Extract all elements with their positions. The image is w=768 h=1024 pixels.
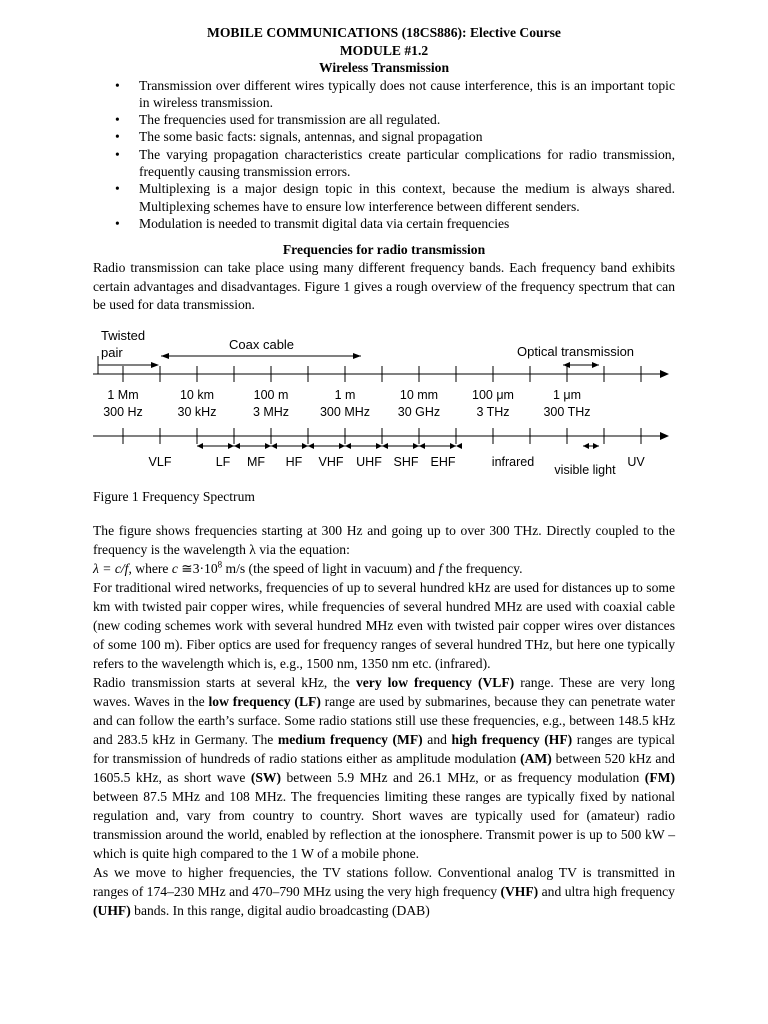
band-label: UHF bbox=[356, 455, 382, 470]
band-label: UV bbox=[627, 455, 645, 470]
text-run: As we move to higher frequencies, the TV stations follow. Conventional analog TV is transmitted in ranges of 174–230 MHz and 470–790 MHz using the very high frequency bbox=[93, 864, 675, 899]
bullet-item: • The some basic facts: signals, antennas, and signal propagation bbox=[93, 128, 675, 145]
band-label: infrared bbox=[491, 455, 535, 470]
paragraph-tv bbox=[93, 863, 675, 920]
coax-label: Coax cable bbox=[229, 337, 295, 353]
term-hf: high frequency (HF) bbox=[451, 731, 573, 747]
eq-end: the frequency. bbox=[442, 560, 523, 576]
frequency-label: 30 kHz bbox=[177, 405, 217, 420]
bullet-item: • The frequencies used for transmission are all regulated. bbox=[93, 111, 675, 128]
band-label: SHF bbox=[393, 455, 419, 470]
band-label: MF bbox=[246, 455, 266, 470]
module-title: MODULE #1.2 bbox=[339, 42, 429, 58]
text-run: and bbox=[422, 731, 452, 747]
term-mf: medium frequency (MF) bbox=[277, 731, 423, 747]
paragraph-vlf bbox=[93, 673, 675, 863]
band-label: VLF bbox=[148, 455, 172, 470]
section-intro: Radio transmission can take place using many different frequency bands. Each frequency band exhibits certain advantages and disadvantages. Figure 1 gives a rough overview of the frequency spectrum that can be used for data transmission. bbox=[93, 260, 675, 313]
term-uhf: (UHF) bbox=[93, 902, 131, 918]
wavelength-label: 10 mm bbox=[399, 388, 439, 403]
optical-arrowhead-right bbox=[592, 362, 599, 368]
eq-f: f bbox=[438, 560, 443, 576]
paragraph: For traditional wired networks, frequencies of up to several hundred kHz are used for distances up to some km with twisted pair copper wires, while frequencies of several hundred MHz are used with coaxial cable (new coding schemes work with several hundred MHz even with twisted pair copper wires over distances of some 100 m). Fiber optics are used for frequency ranges of several hundred THz, but here one typically refers to the wavelength which is, e.g., 1500 nm, 1350 nm etc. (infrared). bbox=[93, 579, 675, 671]
twisted-label-2: pair bbox=[101, 345, 123, 361]
twisted-arrowhead bbox=[151, 362, 159, 368]
document-page bbox=[93, 24, 675, 920]
wavelength-label: 1 Mm bbox=[107, 388, 139, 403]
optical-label: Optical transmission bbox=[517, 344, 635, 360]
frequency-label: 3 MHz bbox=[252, 405, 290, 420]
term-am: (AM) bbox=[520, 750, 552, 766]
band-label: VHF bbox=[318, 455, 344, 470]
band-label: LF bbox=[215, 455, 231, 470]
frequency-label: 3 THz bbox=[476, 405, 510, 420]
twisted-label-1: Twisted bbox=[101, 328, 146, 344]
eq-where: , where bbox=[128, 560, 172, 576]
text-run: range are used by submarines, because they can penetrate water and can follow the earth’s surface. Some radio stations still use these frequencies, e.g., between 148.5 kHz and 283.5 kHz in Germany. The bbox=[93, 693, 675, 747]
bullet-item: • Transmission over different wires typically does not cause interference, this is an important topic in wireless transmission. bbox=[93, 77, 675, 112]
term-vlf: very low frequency (VLF) bbox=[355, 674, 515, 690]
text-run: between 5.9 MHz and 26.1 MHz, or as frequency modulation bbox=[281, 769, 645, 785]
scale-labels bbox=[103, 388, 590, 419]
text-run: between 520 kHz and 1605.5 kHz, as short wave bbox=[93, 750, 675, 785]
wavelength-label: 10 km bbox=[179, 388, 215, 403]
visible-arrowhead-right bbox=[593, 443, 599, 449]
wavelength-label: 1 μm bbox=[552, 388, 582, 403]
eq-rest: m/s (the speed of light in vacuum) and bbox=[222, 560, 439, 576]
frequency-label: 300 THz bbox=[543, 405, 591, 420]
bullet-item: • The varying propagation characteristics create particular complications for radio transmission, frequently causing transmission errors. bbox=[93, 146, 675, 181]
term-fm: (FM) bbox=[644, 769, 675, 785]
band-labels bbox=[149, 455, 646, 477]
bullet-item: • Modulation is needed to transmit digital data via certain frequencies bbox=[93, 215, 675, 232]
wavelength-label: 1 m bbox=[334, 388, 356, 403]
body-text bbox=[93, 521, 675, 920]
visible-arrowhead-left bbox=[583, 443, 589, 449]
frequency-label: 30 GHz bbox=[397, 405, 441, 420]
text-run: between 87.5 MHz and 108 MHz. The frequencies limiting these ranges are typically fixed by national regulation and, vary from country to country. Short waves are typically used for (amateur) radio transmission around the world, enabled by reflection at the ionosphere. Transmit power is up to 500 kW –which is quite high compared to the 1 W of a mobile phone. bbox=[93, 788, 675, 861]
term-vhf: (VHF) bbox=[500, 883, 539, 899]
wavelength-label: 100 μm bbox=[472, 388, 514, 403]
term-lf: low frequency (LF) bbox=[208, 693, 321, 709]
band-label: HF bbox=[285, 455, 303, 470]
term-sw: (SW) bbox=[250, 769, 282, 785]
text-run: Radio transmission starts at several kHz, the bbox=[93, 674, 356, 690]
text-run: ranges are typical for transmission of hundreds of radio stations either as amplitude modulation bbox=[93, 731, 675, 766]
upper-axis-arrowhead bbox=[660, 370, 669, 378]
eq-c: c bbox=[171, 560, 178, 576]
wavelength-label: 100 m bbox=[253, 388, 289, 403]
eq-approx: ≅3·10 bbox=[177, 560, 218, 576]
band-label: visible light bbox=[554, 463, 616, 478]
eq-lambda: λ = c/f bbox=[93, 560, 129, 576]
lower-axis-arrowhead bbox=[660, 432, 669, 440]
coax-arrowhead-right bbox=[353, 353, 361, 359]
equation-line bbox=[93, 559, 675, 578]
section-title: Frequencies for radio transmission bbox=[282, 242, 486, 258]
paragraph: The figure shows frequencies starting at 300 Hz and going up to over 300 THz. Directly coupled to the frequency is the wavelength λ via the equation: bbox=[93, 522, 675, 557]
figure-caption: Figure 1 Frequency Spectrum bbox=[93, 489, 255, 505]
band-label: EHF bbox=[430, 455, 456, 470]
spectrum-svg bbox=[93, 328, 675, 486]
bullet-item: • Multiplexing is a major design topic in this context, because the medium is always shared. Multiplexing schemes have to ensure low interference between different senders. bbox=[93, 180, 675, 215]
bullet-list bbox=[93, 77, 675, 233]
coax-arrowhead-left bbox=[161, 353, 169, 359]
topic-title: Wireless Transmission bbox=[318, 60, 450, 75]
text-run: range. These are very long waves. Waves in the bbox=[93, 674, 675, 709]
text-run: and ultra high frequency bbox=[538, 883, 675, 899]
text-run: bands. In this range, digital audio broadcasting (DAB) bbox=[130, 902, 430, 918]
course-title: MOBILE COMMUNICATIONS (18CS886): Elective Course bbox=[207, 25, 561, 40]
frequency-label: 300 MHz bbox=[319, 405, 371, 420]
frequency-spectrum-figure bbox=[93, 328, 675, 486]
frequency-label: 300 Hz bbox=[103, 405, 143, 420]
eq-exp: 8 bbox=[217, 559, 223, 570]
